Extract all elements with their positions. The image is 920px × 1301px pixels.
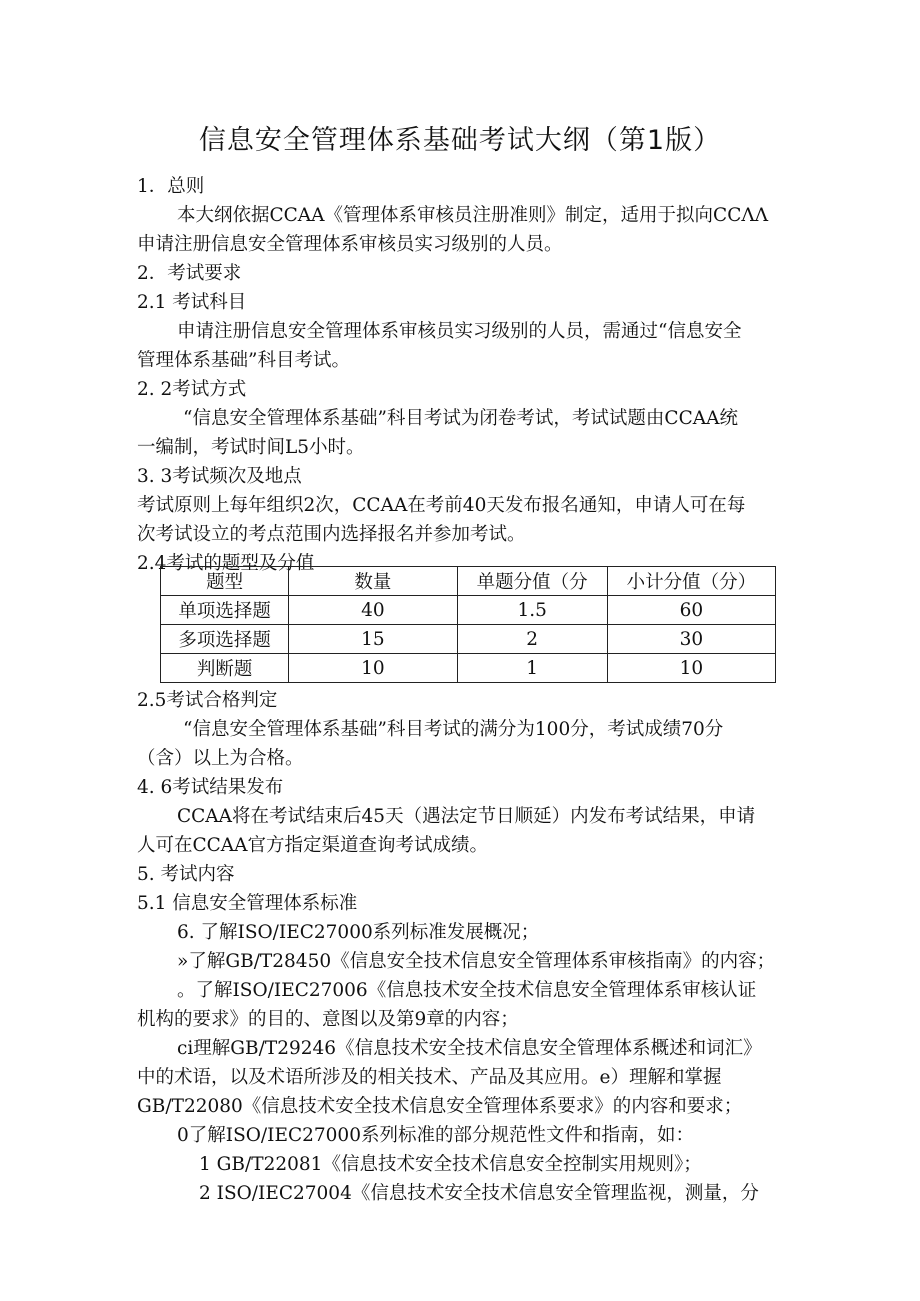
- table-cell: 30: [607, 625, 775, 654]
- text-line: 1．总则: [137, 176, 205, 197]
- text-line: 2 ISO/IEC27004《信息技术安全技术信息安全管理监视，测量，分: [199, 1183, 759, 1204]
- table-row: [161, 654, 776, 683]
- text-line: 申请注册信息安全管理体系审核员实习级别的人员。: [137, 234, 563, 255]
- text-line: 2.1 考试科目: [137, 292, 247, 313]
- text-line: 。了解ISO/IEC27006《信息技术安全技术信息安全管理体系审核认证: [177, 980, 757, 1001]
- table-cell: 1: [457, 654, 607, 683]
- table-cell: 40: [289, 596, 457, 625]
- text-line: »了解GB/T28450《信息安全技术信息安全管理体系审核指南》的内容；: [177, 951, 776, 972]
- table-row: [161, 625, 776, 654]
- text-line: 申请注册信息安全管理体系审核员实习级别的人员，需通过“信息安全: [177, 321, 742, 342]
- text-line: 2.4考试的题型及分值: [137, 553, 315, 574]
- page-title: 信息安全管理体系基础考试大纲（第1版）: [198, 125, 722, 156]
- table-header-cell: 题型: [161, 567, 289, 596]
- body-text-top: [137, 172, 807, 578]
- text-line: “信息安全管理体系基础”科目考试为闭卷考试，考试试题由CCAA统: [183, 408, 738, 429]
- table-cell: 2: [457, 625, 607, 654]
- table-cell: 判断题: [161, 654, 289, 683]
- text-line: 人可在CCAA官方指定渠道查询考试成绩。: [137, 835, 489, 856]
- table-cell: 15: [289, 625, 457, 654]
- text-line: （含）以上为合格。: [137, 748, 304, 769]
- text-line: ci理解GB/T29246《信息技术安全技术信息安全管理体系概述和词汇》: [177, 1038, 762, 1059]
- score-table: [160, 566, 776, 683]
- text-line: 2. 2考试方式: [137, 379, 247, 400]
- text-line: 3. 3考试频次及地点: [137, 466, 302, 487]
- text-line: 5. 考试内容: [137, 864, 235, 885]
- table-cell: 10: [289, 654, 457, 683]
- text-line: CCAA将在考试结束后45天（遇法定节日顺延）内发布考试结果，申请: [177, 806, 756, 827]
- text-line: 一编制，考试时间L5小时。: [137, 437, 365, 458]
- text-line: 1 GB/T22081《信息技术安全技术信息安全控制实用规则》；: [199, 1154, 702, 1175]
- text-line: 2．考试要求: [137, 263, 242, 284]
- text-line: 管理体系基础”科目考试。: [137, 350, 350, 371]
- text-line: 5.1 信息安全管理体系标准: [137, 893, 358, 914]
- text-line: 考试原则上每年组织2次，CCAA在考前40天发布报名通知，申请人可在每: [137, 495, 746, 516]
- table-row: [161, 596, 776, 625]
- text-line: 2.5考试合格判定: [137, 690, 278, 711]
- text-line: 中的术语，以及术语所涉及的相关技术、产品及其应用。e）理解和掌握: [137, 1067, 722, 1088]
- table-cell: 1.5: [457, 596, 607, 625]
- body-text-bottom: [137, 686, 807, 1208]
- text-line: “信息安全管理体系基础”科目考试的满分为100分，考试成绩70分: [183, 719, 724, 740]
- table-header-cell: 小计分值（分）: [607, 567, 775, 596]
- table-cell: 多项选择题: [161, 625, 289, 654]
- table-header-row: [161, 567, 776, 596]
- table-header-cell: 数量: [289, 567, 457, 596]
- table-cell: 单项选择题: [161, 596, 289, 625]
- table-header-cell: 单题分值（分: [457, 567, 607, 596]
- text-line: 0了解ISO/IEC27000系列标准的部分规范性文件和指南，如：: [177, 1125, 694, 1146]
- text-line: 4. 6考试结果发布: [137, 777, 284, 798]
- text-line: 本大纲依据CCAA《管理体系审核员注册准则》制定，适用于拟向CCΛΛ: [177, 205, 769, 226]
- text-line: 机构的要求》的目的、意图以及第9章的内容；: [137, 1009, 519, 1030]
- text-line: 次考试设立的考点范围内选择报名并参加考试。: [137, 524, 526, 545]
- table-cell: 60: [607, 596, 775, 625]
- text-line: GB/T22080《信息技术安全技术信息安全管理体系要求》的内容和要求；: [137, 1096, 743, 1117]
- table-cell: 10: [607, 654, 775, 683]
- text-line: 6. 了解ISO/IEC27000系列标准发展概况；: [177, 922, 540, 943]
